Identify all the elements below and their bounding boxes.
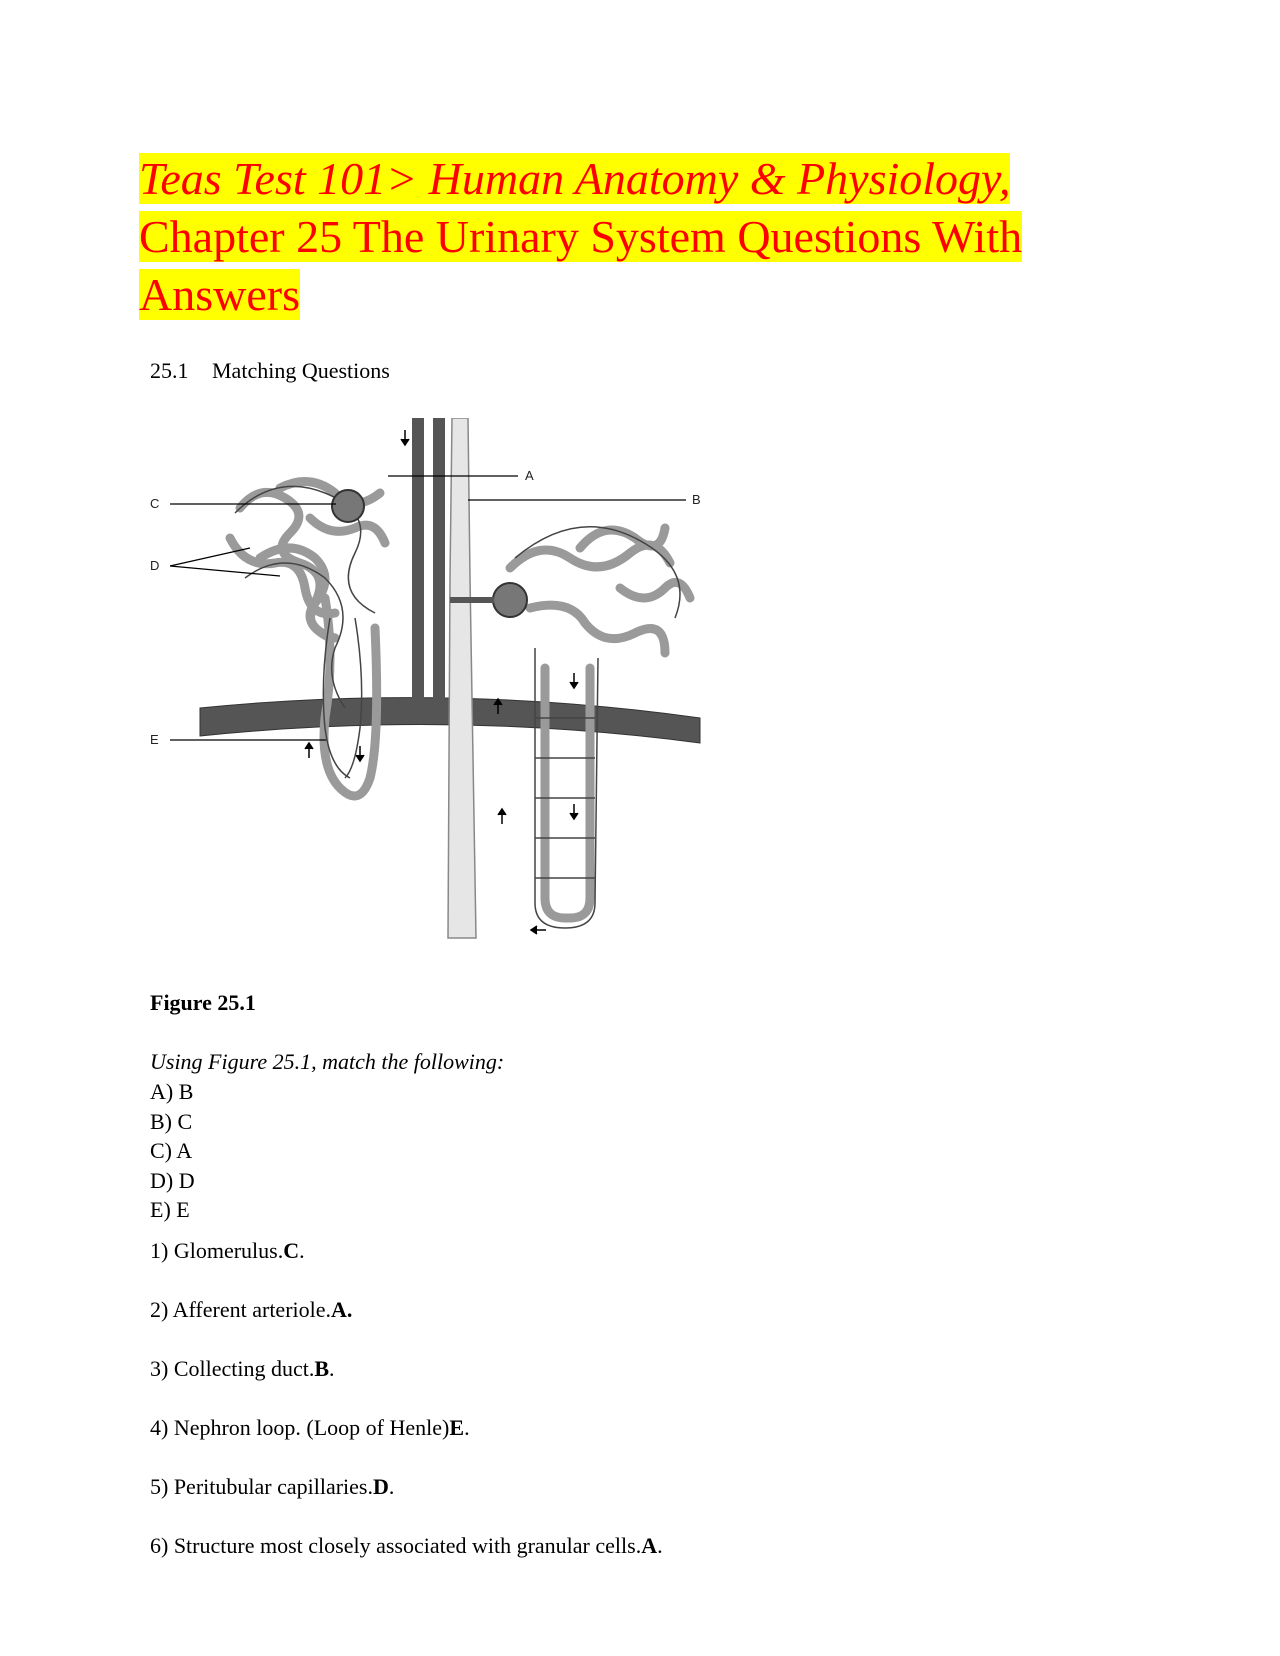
- question-text: 4) Nephron loop. (Loop of Henle): [150, 1415, 450, 1440]
- question-text: 3) Collecting duct.: [150, 1356, 315, 1381]
- label-a: A: [525, 468, 534, 483]
- question-answer: C: [283, 1238, 300, 1263]
- document-title: [139, 150, 1139, 324]
- title-line-1: Teas Test 101> Human Anatomy & Physiology,: [139, 153, 1011, 204]
- label-c: C: [150, 496, 160, 511]
- question-answer: E: [449, 1415, 465, 1440]
- question-suffix: .: [464, 1415, 470, 1440]
- section-label: Matching Questions: [212, 358, 390, 383]
- section-heading: [150, 356, 390, 386]
- option-item: C) A: [150, 1138, 193, 1163]
- section-number: 25.1: [150, 358, 189, 383]
- left-glomerulus: [332, 490, 364, 522]
- question-item: [150, 1238, 305, 1264]
- figure-caption: Figure 25.1: [150, 990, 256, 1015]
- interlobular-artery: [433, 418, 445, 718]
- question-suffix: .: [657, 1533, 663, 1558]
- question-text: 5) Peritubular capillaries.: [150, 1474, 373, 1499]
- question-text: 1) Glomerulus.: [150, 1238, 284, 1263]
- question-item: [150, 1415, 470, 1441]
- question-suffix: .: [299, 1238, 305, 1263]
- question-answer: B: [314, 1356, 330, 1381]
- right-glomerulus: [493, 583, 527, 617]
- question-suffix: .: [329, 1356, 335, 1381]
- answer-options: [150, 1077, 195, 1225]
- question-text: 6) Structure most closely associated with granular cells.: [150, 1533, 642, 1558]
- question-answer: A: [641, 1533, 658, 1558]
- question-item: [150, 1356, 335, 1382]
- question-prompt: Using Figure 25.1, match the following:: [150, 1049, 505, 1074]
- question-item: [150, 1474, 394, 1500]
- interlobular-vein: [412, 418, 424, 718]
- label-d: D: [150, 558, 160, 573]
- option-item: E) E: [150, 1197, 190, 1222]
- question-item: [150, 1297, 352, 1323]
- option-item: A) B: [150, 1079, 194, 1104]
- title-line-2: Chapter 25 The Urinary System Questions With: [139, 211, 1023, 262]
- option-item: B) C: [150, 1108, 193, 1134]
- option-item: D) D: [150, 1167, 195, 1193]
- label-e: E: [150, 732, 159, 747]
- collecting-duct: [448, 418, 476, 938]
- question-text: 2) Afferent arteriole.: [150, 1297, 332, 1322]
- nephron-figure: [150, 418, 750, 978]
- question-suffix: .: [388, 1474, 395, 1499]
- question-item: [150, 1533, 663, 1559]
- label-b: B: [692, 492, 701, 507]
- question-answer: D: [372, 1474, 389, 1499]
- question-answer: A.: [331, 1297, 353, 1322]
- title-line-3: Answers: [139, 269, 300, 320]
